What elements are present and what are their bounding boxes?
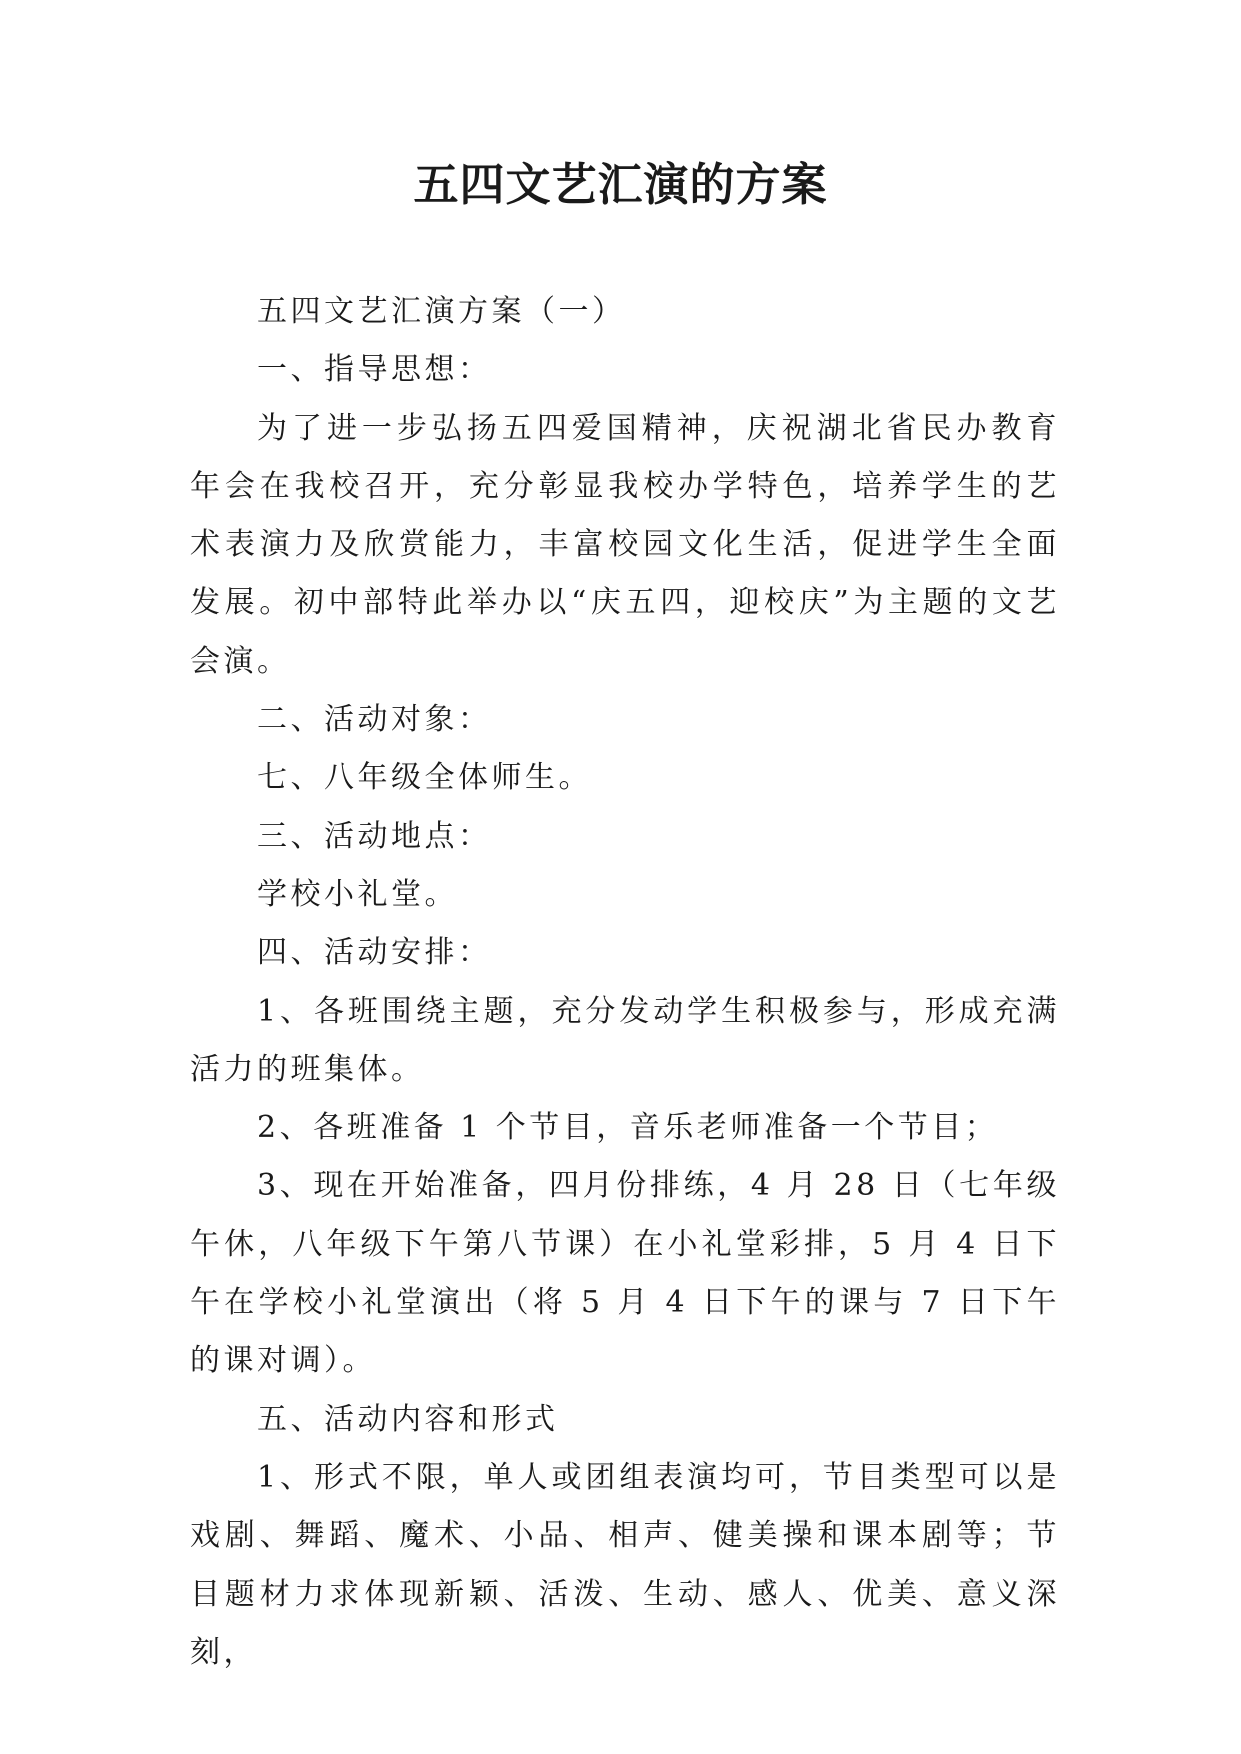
- paragraph-location: 学校小礼堂。: [257, 876, 458, 912]
- paragraph-arrangement-3: 3、现在开始准备，四月份排练，4 月 28 日（七年级午休，八年级下午第八节课）在小礼堂彩排，5 月 4 日下午在学校小礼堂演出（将 5 月 4 日下午的课与 7 日下午的课对调）。: [190, 1168, 1060, 1379]
- paragraph-guiding-thought: 为了进一步弘扬五四爱国精神，庆祝湖北省民办教育年会在我校召开，充分彰显我校办学特色，培养学生的艺术表演力及欣赏能力，丰富校园文化生活，促进学生全面发展。初中部特此举办以“庆五四，迎校庆”为主题的文艺会演。: [190, 410, 1060, 679]
- paragraph-content-form-1: 1、形式不限，单人或团组表演均可，节目类型可以是戏剧、舞蹈、魔术、小品、相声、健美操和课本剧等；节目题材力求体现新颖、活泼、生动、感人、优美、意义深刻，: [190, 1459, 1060, 1670]
- section-heading-arrangement: 四、活动安排：: [257, 935, 492, 971]
- section-heading-guiding-thought: 一、指导思想：: [257, 352, 492, 388]
- document-body: [190, 283, 1060, 1682]
- paragraph-participants: 七、八年级全体师生。: [257, 760, 592, 796]
- section-heading-location: 三、活动地点：: [257, 818, 492, 854]
- paragraph-arrangement-1: 1、各班围绕主题，充分发动学生积极参与，形成充满活力的班集体。: [190, 993, 1060, 1087]
- paragraph-plan-heading: 五四文艺汇演方案（一）: [257, 294, 626, 329]
- document-title: 五四文艺汇演的方案: [413, 158, 828, 211]
- section-heading-content-form: 五、活动内容和形式: [257, 1401, 559, 1437]
- paragraph-arrangement-2: 2、各班准备 1 个节目，音乐老师准备一个节目；: [257, 1110, 999, 1146]
- section-heading-participants: 二、活动对象：: [257, 702, 492, 738]
